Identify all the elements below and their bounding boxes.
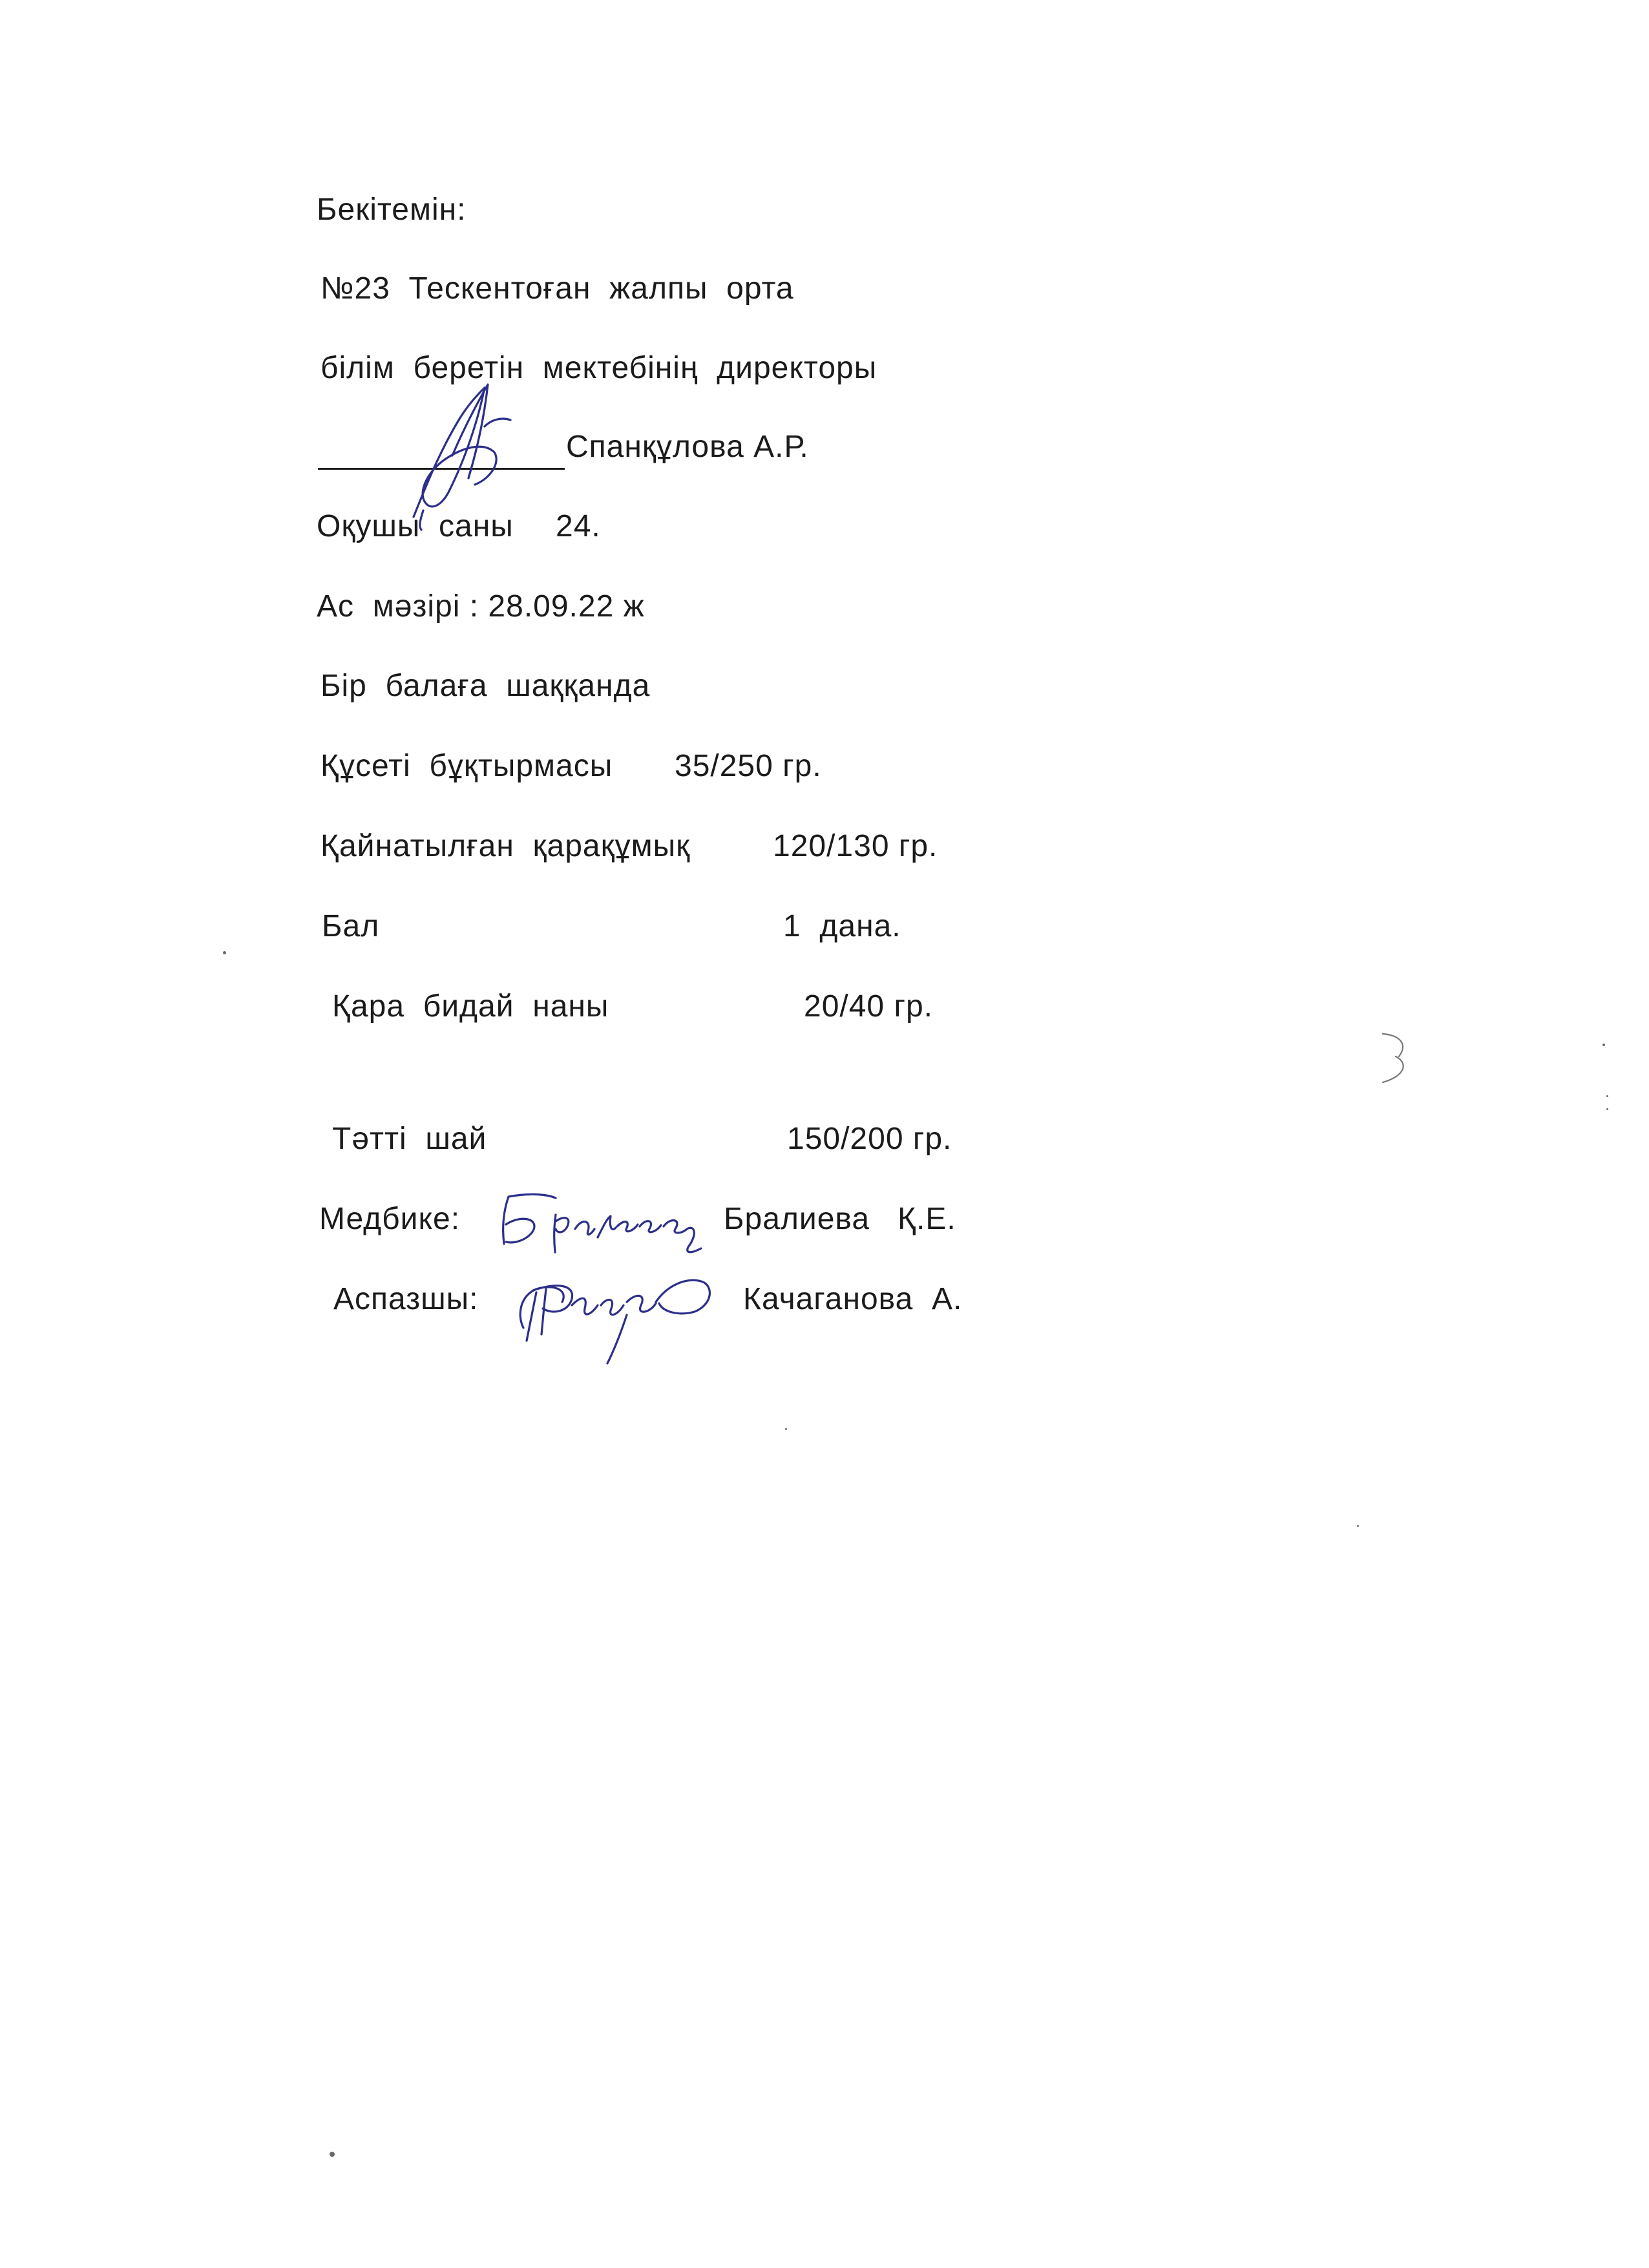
menu-item-amount: 20/40 гр. — [804, 989, 933, 1024]
approval-heading: Бекітемін: — [317, 193, 467, 227]
scan-speck — [1602, 1044, 1605, 1046]
director-name: Спанқұлова А.Р. — [566, 430, 809, 464]
menu-item-name: Тәтті шай — [332, 1122, 487, 1156]
menu-date: Ас мәзірі : 28.09.22 ж — [317, 589, 645, 624]
menu-item-amount: 120/130 гр. — [773, 829, 938, 863]
menu-item-name: Қара бидай наны — [332, 989, 609, 1024]
cook-name: Качаганова А. — [743, 1282, 963, 1316]
menu-item-name: Құсеті бұқтырмасы — [320, 749, 613, 783]
menu-item-name: Қайнатылған қарақұмық — [320, 829, 691, 863]
scan-speck — [1606, 1108, 1608, 1110]
nurse-label: Медбике: — [319, 1202, 461, 1236]
cook-label: Аспазшы: — [333, 1282, 479, 1316]
scan-speck — [330, 2152, 335, 2157]
per-child-heading: Бір балаға шаққанда — [320, 669, 651, 703]
menu-item-amount: 1 дана. — [783, 909, 901, 943]
scan-speck — [785, 1428, 787, 1430]
menu-item-amount: 35/250 гр. — [675, 749, 822, 783]
scan-speck — [1606, 1095, 1608, 1097]
school-line-1: №23 Тескентоған жалпы орта — [320, 271, 794, 306]
scan-speck — [1357, 1525, 1359, 1527]
cook-signature — [498, 1244, 730, 1367]
scan-mark — [1370, 1027, 1422, 1086]
students-label: Оқушы саны — [317, 509, 514, 543]
students-value: 24. — [556, 509, 601, 543]
scan-speck — [223, 951, 226, 954]
menu-item-name: Бал — [322, 909, 380, 943]
menu-item-amount: 150/200 гр. — [787, 1122, 952, 1156]
nurse-name: Бралиева Қ.Е. — [724, 1202, 956, 1236]
school-line-2: білім беретін мектебінің директоры — [320, 351, 877, 385]
